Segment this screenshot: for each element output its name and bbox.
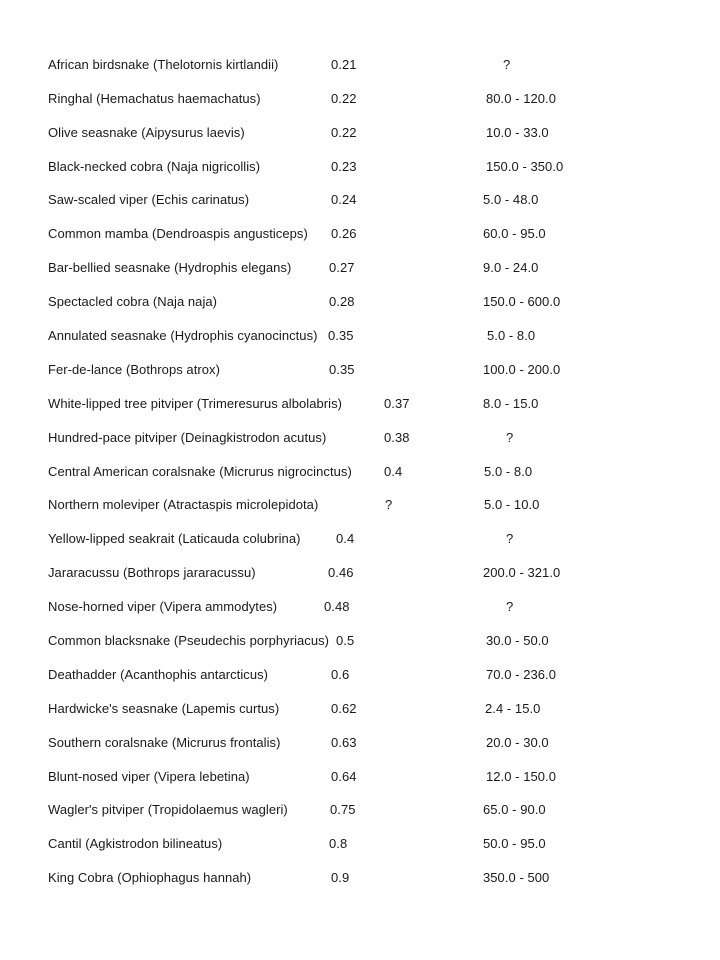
snake-range: 100.0 - 200.0 (483, 362, 561, 377)
snake-name: Annulated seasnake (Hydrophis cyanocinctus) (48, 328, 318, 343)
snake-range: 150.0 - 350.0 (486, 159, 564, 174)
snake-name: Yellow-lipped seakrait (Laticauda colubrina) (48, 531, 301, 546)
snake-value: 0.35 (328, 328, 354, 343)
snake-name: Deathadder (Acanthophis antarcticus) (48, 667, 269, 682)
snake-value: 0.26 (331, 226, 357, 241)
snake-value: 0.23 (331, 159, 357, 174)
snake-name: Fer-de-lance (Bothrops atrox) (48, 362, 220, 377)
snake-range: 60.0 - 95.0 (483, 226, 546, 241)
table-row (0, 190, 720, 210)
snake-value: 0.22 (331, 125, 357, 140)
table-row (0, 631, 720, 651)
snake-name: Saw-scaled viper (Echis carinatus) (48, 192, 250, 207)
snake-name: Bar-bellied seasnake (Hydrophis elegans) (48, 260, 292, 275)
snake-range: 5.0 - 48.0 (483, 192, 539, 207)
table-row (0, 224, 720, 244)
snake-value: 0.5 (336, 633, 355, 648)
table-row (0, 360, 720, 380)
snake-value: 0.37 (384, 396, 410, 411)
table-row (0, 767, 720, 787)
snake-value: 0.4 (384, 464, 403, 479)
snake-name: Hundred-pace pitviper (Deinagkistrodon acutus) (48, 430, 327, 445)
snake-name: African birdsnake (Thelotornis kirtlandii) (48, 57, 279, 72)
table-row (0, 597, 720, 617)
table-row (0, 563, 720, 583)
snake-name: Hardwicke's seasnake (Lapemis curtus) (48, 701, 280, 716)
snake-name: Black-necked cobra (Naja nigricollis) (48, 159, 261, 174)
snake-range: 10.0 - 33.0 (486, 125, 549, 140)
snake-name: Wagler's pitviper (Tropidolaemus wagleri) (48, 802, 288, 817)
table-row (0, 834, 720, 854)
table-row (0, 699, 720, 719)
snake-range: ? (503, 57, 511, 72)
snake-name: Southern coralsnake (Micrurus frontalis) (48, 735, 281, 750)
table-row (0, 55, 720, 75)
snake-value: 0.75 (330, 802, 356, 817)
snake-value: 0.6 (331, 667, 350, 682)
snake-name: Common blacksnake (Pseudechis porphyriacus) (48, 633, 330, 648)
snake-value: 0.48 (324, 599, 350, 614)
snake-value: 0.4 (336, 531, 355, 546)
snake-name: Common mamba (Dendroaspis angusticeps) (48, 226, 308, 241)
snake-range: 2.4 - 15.0 (485, 701, 541, 716)
snake-range: 5.0 - 10.0 (484, 497, 540, 512)
snake-value: 0.62 (331, 701, 357, 716)
snake-range: 8.0 - 15.0 (483, 396, 539, 411)
snake-range: 12.0 - 150.0 (486, 769, 556, 784)
table-row (0, 258, 720, 278)
table-row (0, 123, 720, 143)
snake-range: ? (506, 531, 514, 546)
snake-range: 30.0 - 50.0 (486, 633, 549, 648)
snake-value: 0.28 (329, 294, 355, 309)
snake-name: Olive seasnake (Aipysurus laevis) (48, 125, 245, 140)
table-row (0, 292, 720, 312)
table-row (0, 326, 720, 346)
snake-value: 0.21 (331, 57, 357, 72)
snake-value: 0.35 (329, 362, 355, 377)
snake-value: 0.22 (331, 91, 357, 106)
snake-range: 70.0 - 236.0 (486, 667, 556, 682)
table-row (0, 868, 720, 888)
snake-range: 20.0 - 30.0 (486, 735, 549, 750)
snake-range: 200.0 - 321.0 (483, 565, 561, 580)
snake-value: 0.46 (328, 565, 354, 580)
snake-name: Nose-horned viper (Vipera ammodytes) (48, 599, 278, 614)
snake-value: 0.63 (331, 735, 357, 750)
snake-value: ? (385, 497, 393, 512)
snake-range: 350.0 - 500 (483, 870, 550, 885)
snake-range: 50.0 - 95.0 (483, 836, 546, 851)
table-row (0, 665, 720, 685)
snake-name: Jararacussu (Bothrops jararacussu) (48, 565, 256, 580)
table-row (0, 462, 720, 482)
snake-value: 0.38 (384, 430, 410, 445)
snake-value: 0.64 (331, 769, 357, 784)
snake-name: King Cobra (Ophiophagus hannah) (48, 870, 252, 885)
table-row (0, 157, 720, 177)
snake-name: White-lipped tree pitviper (Trimeresurus albolabris) (48, 396, 342, 411)
table-row (0, 428, 720, 448)
snake-name: Blunt-nosed viper (Vipera lebetina) (48, 769, 250, 784)
table-row (0, 800, 720, 820)
snake-range: ? (506, 599, 514, 614)
snake-range: 5.0 - 8.0 (484, 464, 533, 479)
table-row (0, 733, 720, 753)
table-row (0, 89, 720, 109)
table-row (0, 529, 720, 549)
snake-value: 0.9 (331, 870, 350, 885)
snake-value: 0.24 (331, 192, 357, 207)
snake-range: 9.0 - 24.0 (483, 260, 539, 275)
snake-range: 150.0 - 600.0 (483, 294, 561, 309)
snake-range: ? (506, 430, 514, 445)
snake-value: 0.27 (329, 260, 355, 275)
snake-name: Cantil (Agkistrodon bilineatus) (48, 836, 223, 851)
snake-range: 5.0 - 8.0 (487, 328, 536, 343)
snake-value: 0.8 (329, 836, 348, 851)
snake-range: 65.0 - 90.0 (483, 802, 546, 817)
snake-name: Ringhal (Hemachatus haemachatus) (48, 91, 261, 106)
snake-name: Central American coralsnake (Micrurus nigrocinctus) (48, 464, 352, 479)
table-row (0, 495, 720, 515)
snake-name: Northern moleviper (Atractaspis microlepidota) (48, 497, 319, 512)
table-row (0, 394, 720, 414)
snake-name: Spectacled cobra (Naja naja) (48, 294, 218, 309)
snake-range: 80.0 - 120.0 (486, 91, 556, 106)
